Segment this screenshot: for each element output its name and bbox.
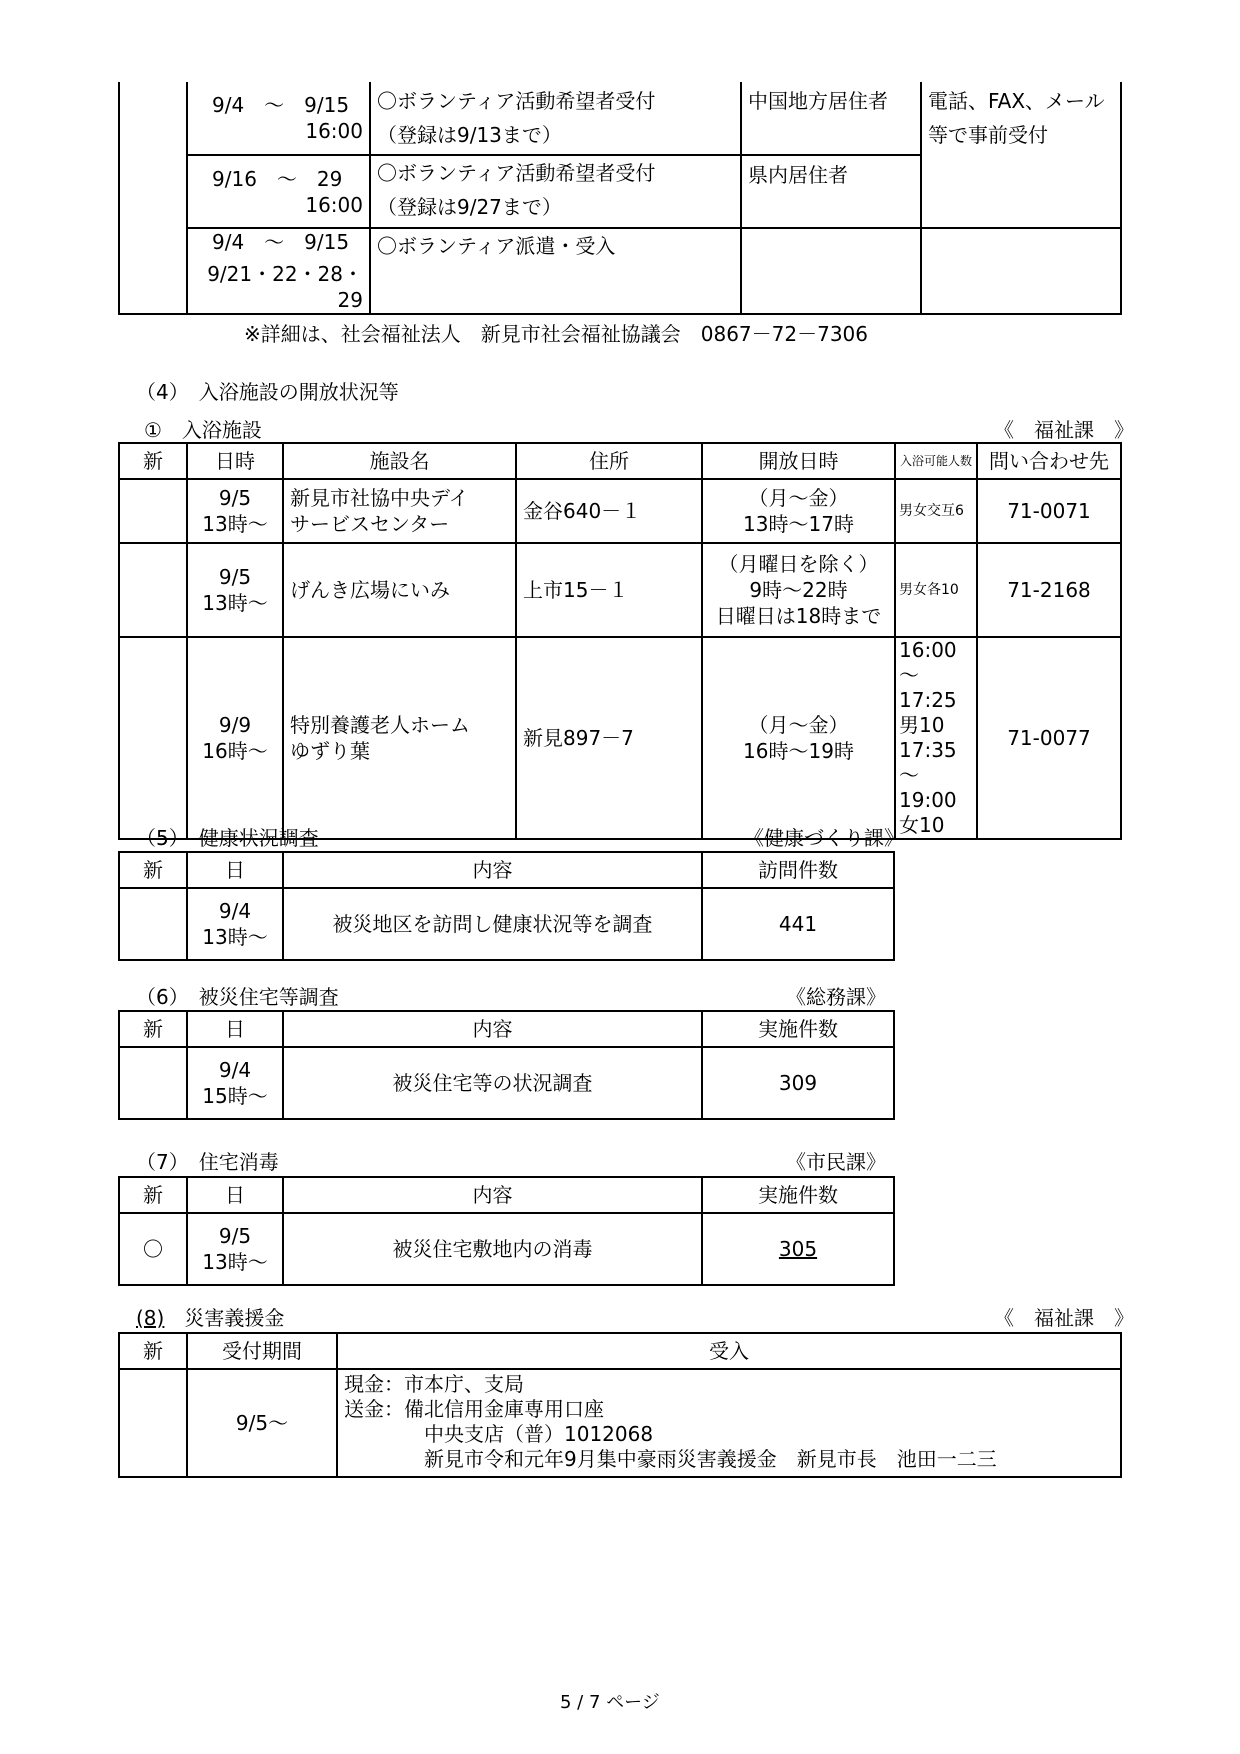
table-cell: 71-2168 — [977, 543, 1121, 637]
table-cell: 〇ボランティア派遣・受入 — [370, 228, 741, 314]
table-cell — [741, 228, 921, 314]
housing-dept: 《総務課》 — [786, 985, 886, 1009]
table-cell: 9/5 13時～ — [187, 1213, 283, 1285]
page-number: 5 / 7 ページ — [560, 1692, 660, 1713]
table-cell: 9/4 15時～ — [187, 1047, 283, 1119]
table-row — [119, 637, 1121, 839]
header-count: 実施件数 — [702, 1177, 894, 1213]
bath-dept: 《 福祉課 》 — [994, 418, 1134, 442]
table-cell — [119, 637, 187, 839]
table-cell: 〇 — [119, 1213, 187, 1285]
table-row — [119, 888, 894, 960]
table-cell: 9/9 16時～ — [187, 637, 283, 839]
table-cell: 現金：市本庁、支局 送金：備北信用金庫専用口座 中央支店（普）1012068 新見市令和元年9月集中豪雨災害義援金 新見市長 池田一二三 — [337, 1369, 1121, 1477]
health-dept: 《健康づくり課》 — [744, 826, 904, 850]
table-cell: 71-0077 — [977, 637, 1121, 839]
table-cell: 71-0071 — [977, 479, 1121, 543]
table-row — [119, 479, 1121, 543]
header-content: 内容 — [283, 1011, 702, 1047]
header-new: 新 — [119, 1011, 187, 1047]
header-capacity: 入浴可能人数 — [895, 443, 977, 479]
table-row — [119, 1213, 894, 1285]
header-open: 開放日時 — [702, 443, 895, 479]
table-cell — [119, 1047, 187, 1119]
header-content: 内容 — [283, 852, 702, 888]
header-date: 日 — [187, 852, 283, 888]
table-cell: 男女各10 — [895, 543, 977, 637]
table-row — [119, 1047, 894, 1119]
table-cell: 9/4 13時～ — [187, 888, 283, 960]
donation-dept: 《 福祉課 》 — [994, 1306, 1134, 1330]
table-cell: 9/16 ～ 29 16:00 — [187, 155, 370, 228]
table-cell: 被災住宅敷地内の消毒 — [283, 1213, 702, 1285]
donation-table — [118, 1332, 1122, 1478]
health-title: （5） 健康状況調査 — [136, 826, 319, 850]
table-cell: 16:00 ～17:25 男10 17:35 ～19:00 女10 — [895, 637, 977, 839]
table-cell: 309 — [702, 1047, 894, 1119]
header-count: 訪問件数 — [702, 852, 894, 888]
table-cell: 9/5 13時～ — [187, 543, 283, 637]
volunteer-note: ※詳細は、社会福祉法人 新見市社会福祉協議会 0867－72－7306 — [244, 322, 869, 346]
table-cell: 305 — [702, 1213, 894, 1285]
table-cell — [119, 479, 187, 543]
table-cell: （月～金） 13時～17時 — [702, 479, 895, 543]
header-date: 日 — [187, 1177, 283, 1213]
disinfection-title: （7） 住宅消毒 — [136, 1150, 279, 1174]
table-row — [119, 543, 1121, 637]
table-cell: （月～金） 16時～19時 — [702, 637, 895, 839]
header-receipt: 受入 — [337, 1333, 1121, 1369]
table-cell — [119, 1369, 187, 1477]
table-cell: 9/4 ～ 9/15 16:00 — [187, 82, 370, 155]
bath-title: ① 入浴施設 — [144, 418, 262, 442]
table-cell: 県内居住者 — [741, 155, 921, 228]
housing-table — [118, 1010, 895, 1120]
table-cell: 441 — [702, 888, 894, 960]
table-cell: 9/4 ～ 9/15 9/21・22・28・29 — [187, 228, 370, 314]
header-new: 新 — [119, 1177, 187, 1213]
housing-title: （6） 被災住宅等調査 — [136, 985, 339, 1009]
table-cell: 被災住宅等の状況調査 — [283, 1047, 702, 1119]
table-cell: 上市15－１ — [516, 543, 702, 637]
table-cell: 電話、FAX、メール 等で事前受付 — [921, 82, 1121, 228]
table-cell: 新見897－7 — [516, 637, 702, 839]
donation-title — [136, 1302, 284, 1331]
header-new: 新 — [119, 443, 187, 479]
health-table — [118, 851, 895, 961]
table-cell: げんき広場にいみ — [283, 543, 516, 637]
section-4-title: （4） 入浴施設の開放状況等 — [136, 380, 399, 404]
table-cell: 男女交互6 — [895, 479, 977, 543]
table-cell: （月曜日を除く） 9時～22時 日曜日は18時まで — [702, 543, 895, 637]
header-content: 内容 — [283, 1177, 702, 1213]
volunteer-table — [118, 82, 1122, 315]
table-cell — [119, 543, 187, 637]
header-address: 住所 — [516, 443, 702, 479]
header-count: 実施件数 — [702, 1011, 894, 1047]
table-row — [119, 1369, 1121, 1477]
header-name: 施設名 — [283, 443, 516, 479]
donation-title-number: (8) — [136, 1306, 165, 1330]
header-new: 新 — [119, 852, 187, 888]
table-cell: 9/5～ — [187, 1369, 337, 1477]
header-contact: 問い合わせ先 — [977, 443, 1121, 479]
table-cell: 9/5 13時～ — [187, 479, 283, 543]
header-new: 新 — [119, 1333, 187, 1369]
table-cell: 〇ボランティア活動希望者受付 （登録は9/13まで） — [370, 82, 741, 155]
header-period: 受付期間 — [187, 1333, 337, 1369]
header-date: 日 — [187, 1011, 283, 1047]
table-cell: 特別養護老人ホーム ゆずり葉 — [283, 637, 516, 839]
table-cell: 中国地方居住者 — [741, 82, 921, 155]
table-cell — [119, 888, 187, 960]
bath-table — [118, 442, 1122, 840]
table-cell: 金谷640－１ — [516, 479, 702, 543]
disinfection-table — [118, 1176, 895, 1286]
table-cell: 新見市社協中央デイ サービスセンター — [283, 479, 516, 543]
donation-title-text: 災害義援金 — [164, 1306, 285, 1330]
disinfection-dept: 《市民課》 — [786, 1150, 886, 1174]
header-date: 日時 — [187, 443, 283, 479]
table-cell: 〇ボランティア活動希望者受付 （登録は9/27まで） — [370, 155, 741, 228]
table-cell — [921, 228, 1121, 314]
table-cell: 被災地区を訪問し健康状況等を調査 — [283, 888, 702, 960]
